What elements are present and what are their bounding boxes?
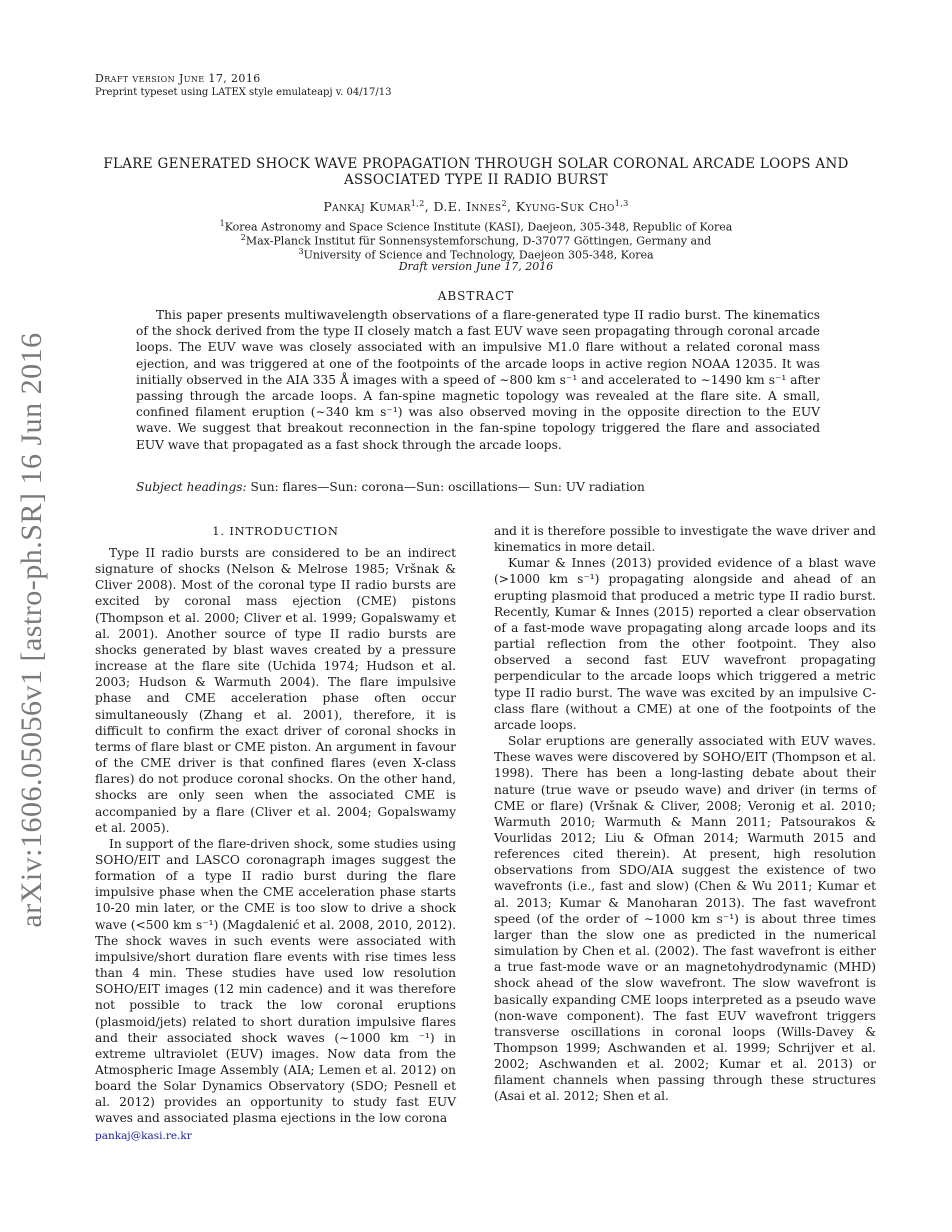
paper-title: FLARE GENERATED SHOCK WAVE PROPAGATION THROUGH SOLAR CORONAL ARCADE LOOPS AND ASSOCIATED TYPE II RADIO BURST xyxy=(103,156,849,188)
author-list: Pankaj Kumar$^{1,2}$, D.E. Innes$^2$, Kyung-Suk Cho$^{1,3}$ xyxy=(323,199,629,215)
subject-label: Subject headings: xyxy=(136,480,247,494)
section-heading: 1. INTRODUCTION xyxy=(212,524,339,538)
body-column-right xyxy=(494,523,876,1105)
paragraph: Kumar & Innes (2013) provided evidence of a blast wave (>1000 km s⁻¹) propagating alongside and ahead of an erupting plasmoid that produced a metric type II radio burst. Recently, Kumar & Innes (2015) reported a clear observation of a fast-mode wave propagating along arcade loops and its partial reflection from the other footpoint. They also observed a second fast EUV wavefront propagating perpendicular to the arcade loops which triggered a metric type II radio burst. The wave was excited by an impulsive C-class flare (without a CME) at one of the footpoints of the arcade loops. xyxy=(494,556,876,732)
subject-headings xyxy=(136,479,820,495)
draft-date: Draft version June 17, 2016 xyxy=(398,260,554,273)
draft-version-line: Draft version June 17, 2016 xyxy=(95,72,261,85)
paragraph: Solar eruptions are generally associated with EUV waves. These waves were discovered by SOHO/EIT (Thompson et al. 1998). There has been a long-lasting debate about their nature (true wave or pseudo wave) and driver (in terms of CME or flare) (Vršnak & Cliver, 2008; Veronig et al. 2010; Warmuth 2010; Warmuth & Mann 2011; Patsourakos & Vourlidas 2012; Liu & Ofman 2014; Warmuth 2015 and references cited therein). At present, high resolution observations from SDO/AIA suggest the existence of two wavefronts (i.e., fast and slow) (Chen & Wu 2011; Kumar et al. 2013; Kumar & Manoharan 2013). The fast wavefront speed (of the order of ∼1000 km s⁻¹) is about three times larger than the slow one as predicted in the numerical simulation by Chen et al. (2002). The fast wavefront is either a true fast-mode wave or an magnetohydrodynamic (MHD) shock ahead of the slow wavefront. The slow wavefront is basically expanding CME loops interpreted as a pseudo wave (non-wave component). The fast EUV wavefront triggers transverse oscillations in coronal loops (Wills-Davey & Thompson 1999; Aschwanden et al. 1999; Schrijver et al. 2002; Aschwanden et al. 2002; Kumar et al. 2013) or filament channels when passing through these structures (Asai et al. 2012; Shen et al. xyxy=(494,734,876,1104)
arxiv-id: arXiv:1606.05056v1 [astro-ph.SR] 16 Jun 2016 xyxy=(15,332,48,928)
footnote-email-link[interactable]: pankaj@kasi.re.kr xyxy=(95,1130,192,1142)
author-name: D.E. Innes xyxy=(433,199,502,215)
arxiv-sidebar-stamp xyxy=(12,300,52,960)
abstract-text: This paper presents multiwavelength observations of a flare-generated type II radio burst. The kinematics of the shock derived from the type II closely match a fast EUV wave seen propagating through coronal arcade loops. The EUV wave was closely associated with an impulsive M1.0 flare without a related coronal mass ejection, and was triggered at one of the footpoints of the arcade loops in active region NOAA 12035. It was initially observed in the AIA 335 Å images with a speed of ∼800 km s⁻¹ and accelerated to ∼1490 km s⁻¹ after passing through the arcade loops. A fan-spine magnetic topology was revealed at the flare site. A small, confined filament eruption (∼340 km s⁻¹) was also observed moving in the opposite direction to the EUV wave. We suggest that breakout reconnection in the fan-spine topology triggered the flare and associated EUV wave that propagated as a fast shock through the arcade loops. xyxy=(136,308,820,452)
affiliation: $^3$University of Science and Technology, Daejeon 305-348, Korea xyxy=(298,247,654,262)
affiliation: $^1$Korea Astronomy and Space Science Institute (KASI), Daejeon, 305-348, Republic of Korea xyxy=(219,219,733,234)
affiliation: $^2$Max-Planck Institut für Sonnensystemforschung, D-37077 Göttingen, Germany and xyxy=(240,233,712,248)
paragraph: Type II radio bursts are considered to be an indirect signature of shocks (Nelson & Melrose 1985; Vršnak & Cliver 2008). Most of the coronal type II radio bursts are excited by coronal mass ejection (CME) pistons (Thompson et al. 2000; Cliver et al. 1999; Gopalswamy et al. 2001). Another source of type II radio bursts are shocks generated by blast waves created by a pressure increase at the flare site (Uchida 1974; Hudson et al. 2003; Hudson & Warmuth 2004). The flare impulsive phase and CME acceleration phase often occur simultaneously (Zhang et al. 2001), therefore, it is difficult to confirm the exact driver of coronal shocks in terms of flare blast or CME piston. An argument in favour of the CME driver is that confined flares (even X-class flares) do not produce coronal shocks. On the other hand, shocks are only seen when the associated CME is accompanied by a flare (Cliver et al. 2004; Gopalswamy et al. 2005). xyxy=(95,546,456,835)
author-name: Kyung-Suk Cho xyxy=(515,199,615,215)
preprint-line: Preprint typeset using LATEX style emulateapj v. 04/17/13 xyxy=(95,87,392,98)
body-column-left xyxy=(95,545,456,1127)
author-name: Pankaj Kumar xyxy=(323,199,411,215)
paragraph: In support of the flare-driven shock, some studies using SOHO/EIT and LASCO coronagraph images suggest the formation of a type II radio burst during the flare impulsive phase when the CME acceleration phase starts 10-20 min later, or the CME is too slow to drive a shock wave (<500 km s⁻¹) (Magdalenić et al. 2008, 2010, 2012). The shock waves in such events were associated with impulsive/short duration flare events with rise times less than 4 min. These studies have used low resolution SOHO/EIT images (12 min cadence) and it was therefore not possible to track the low coronal eruptions (plasmoid/jets) related to short duration impulsive flares and their associated shock waves (∼1000 km ⁻¹) in extreme ultraviolet (EUV) images. Now data from the Atmospheric Image Assembly (AIA; Lemen et al. 2012) on board the Solar Dynamics Observatory (SDO; Pesnell et al. 2012) provides an opportunity to study fast EUV waves and associated plasma ejections in the low corona xyxy=(95,836,456,1126)
abstract-heading: ABSTRACT xyxy=(437,289,515,303)
subject-text: Sun: flares—Sun: corona—Sun: oscillations— Sun: UV radiation xyxy=(250,480,645,494)
paragraph: and it is therefore possible to investigate the wave driver and kinematics in more detail. xyxy=(494,524,876,555)
